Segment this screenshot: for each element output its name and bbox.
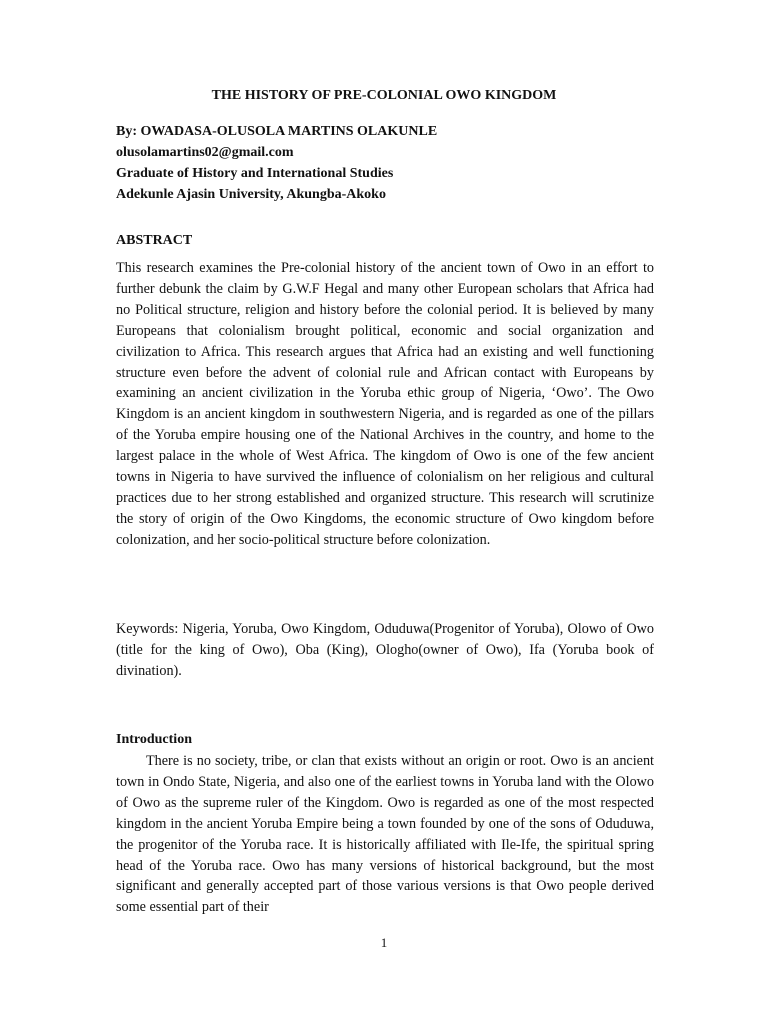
introduction-heading: Introduction xyxy=(116,732,192,747)
introduction-paragraph: There is no society, tribe, or clan that exists without an origin or root. Owo is an ancient town in Ondo State, Nigeria, and also one of the earliest towns in Yoruba land with the Olowo of Owo as the supreme ruler of the Kingdom. Owo is regarded as one of the most respected kingdom in the ancient Yoruba Empire being a town founded by one of the sons of Oduduwa, the progenitor of the Yoruba race. It is historically affiliated with Ile-Ife, the spiritual spring head of the Yoruba race. Owo has many versions of historical background, but the most significant and generally accepted part of those various versions is that Owo people derived some essential part of their xyxy=(116,753,654,916)
page-number: 1 xyxy=(380,935,388,950)
author-credential: Graduate of History and International Studies xyxy=(116,166,394,181)
author-block xyxy=(116,121,656,205)
abstract-heading: ABSTRACT xyxy=(116,233,193,248)
author-email: olusolamartins02@gmail.com xyxy=(116,145,294,160)
author-affiliation: Adekunle Ajasin University, Akungba-Akoko xyxy=(116,187,386,202)
keywords-paragraph: Keywords: Nigeria, Yoruba, Owo Kingdom, Oduduwa(Progenitor of Yoruba), Olowo of Owo (title for the king of Owo), Oba (King), Ologho(owner of Owo), Ifa (Yoruba book of divination). xyxy=(116,621,654,679)
abstract-paragraph: This research examines the Pre-colonial history of the ancient town of Owo in an effort to further debunk the claim by G.W.F Hegal and many other European scholars that Africa had no Political structure, religion and history before the colonial period. It is believed by many Europeans that colonialism brought political, economic and social organization and civilization to Africa. This research argues that Africa had an existing and well functioning structure even before the advent of colonial rule and African contact with Europeans by examining an ancient civilization in the Yoruba ethic group of Nigeria, ‘Owo’. The Owo Kingdom is an ancient kingdom in southwestern Nigeria, and is regarded as one of the pillars of the Yoruba empire housing one of the National Archives in the country, and home to the largest palace in the whole of West Africa. The kingdom of Owo is one of the few ancient towns in Nigeria to have survived the influence of colonialism on her religious and cultural practices due to her strong established and organized structure. This research will scrutinize the story of origin of the Owo Kingdoms, the economic structure of Owo kingdom before colonization, and her socio-political structure before colonization. xyxy=(116,260,654,548)
document-title: THE HISTORY OF PRE-COLONIAL OWO KINGDOM xyxy=(211,88,557,103)
author-byline: By: OWADASA-OLUSOLA MARTINS OLAKUNLE xyxy=(116,124,438,139)
